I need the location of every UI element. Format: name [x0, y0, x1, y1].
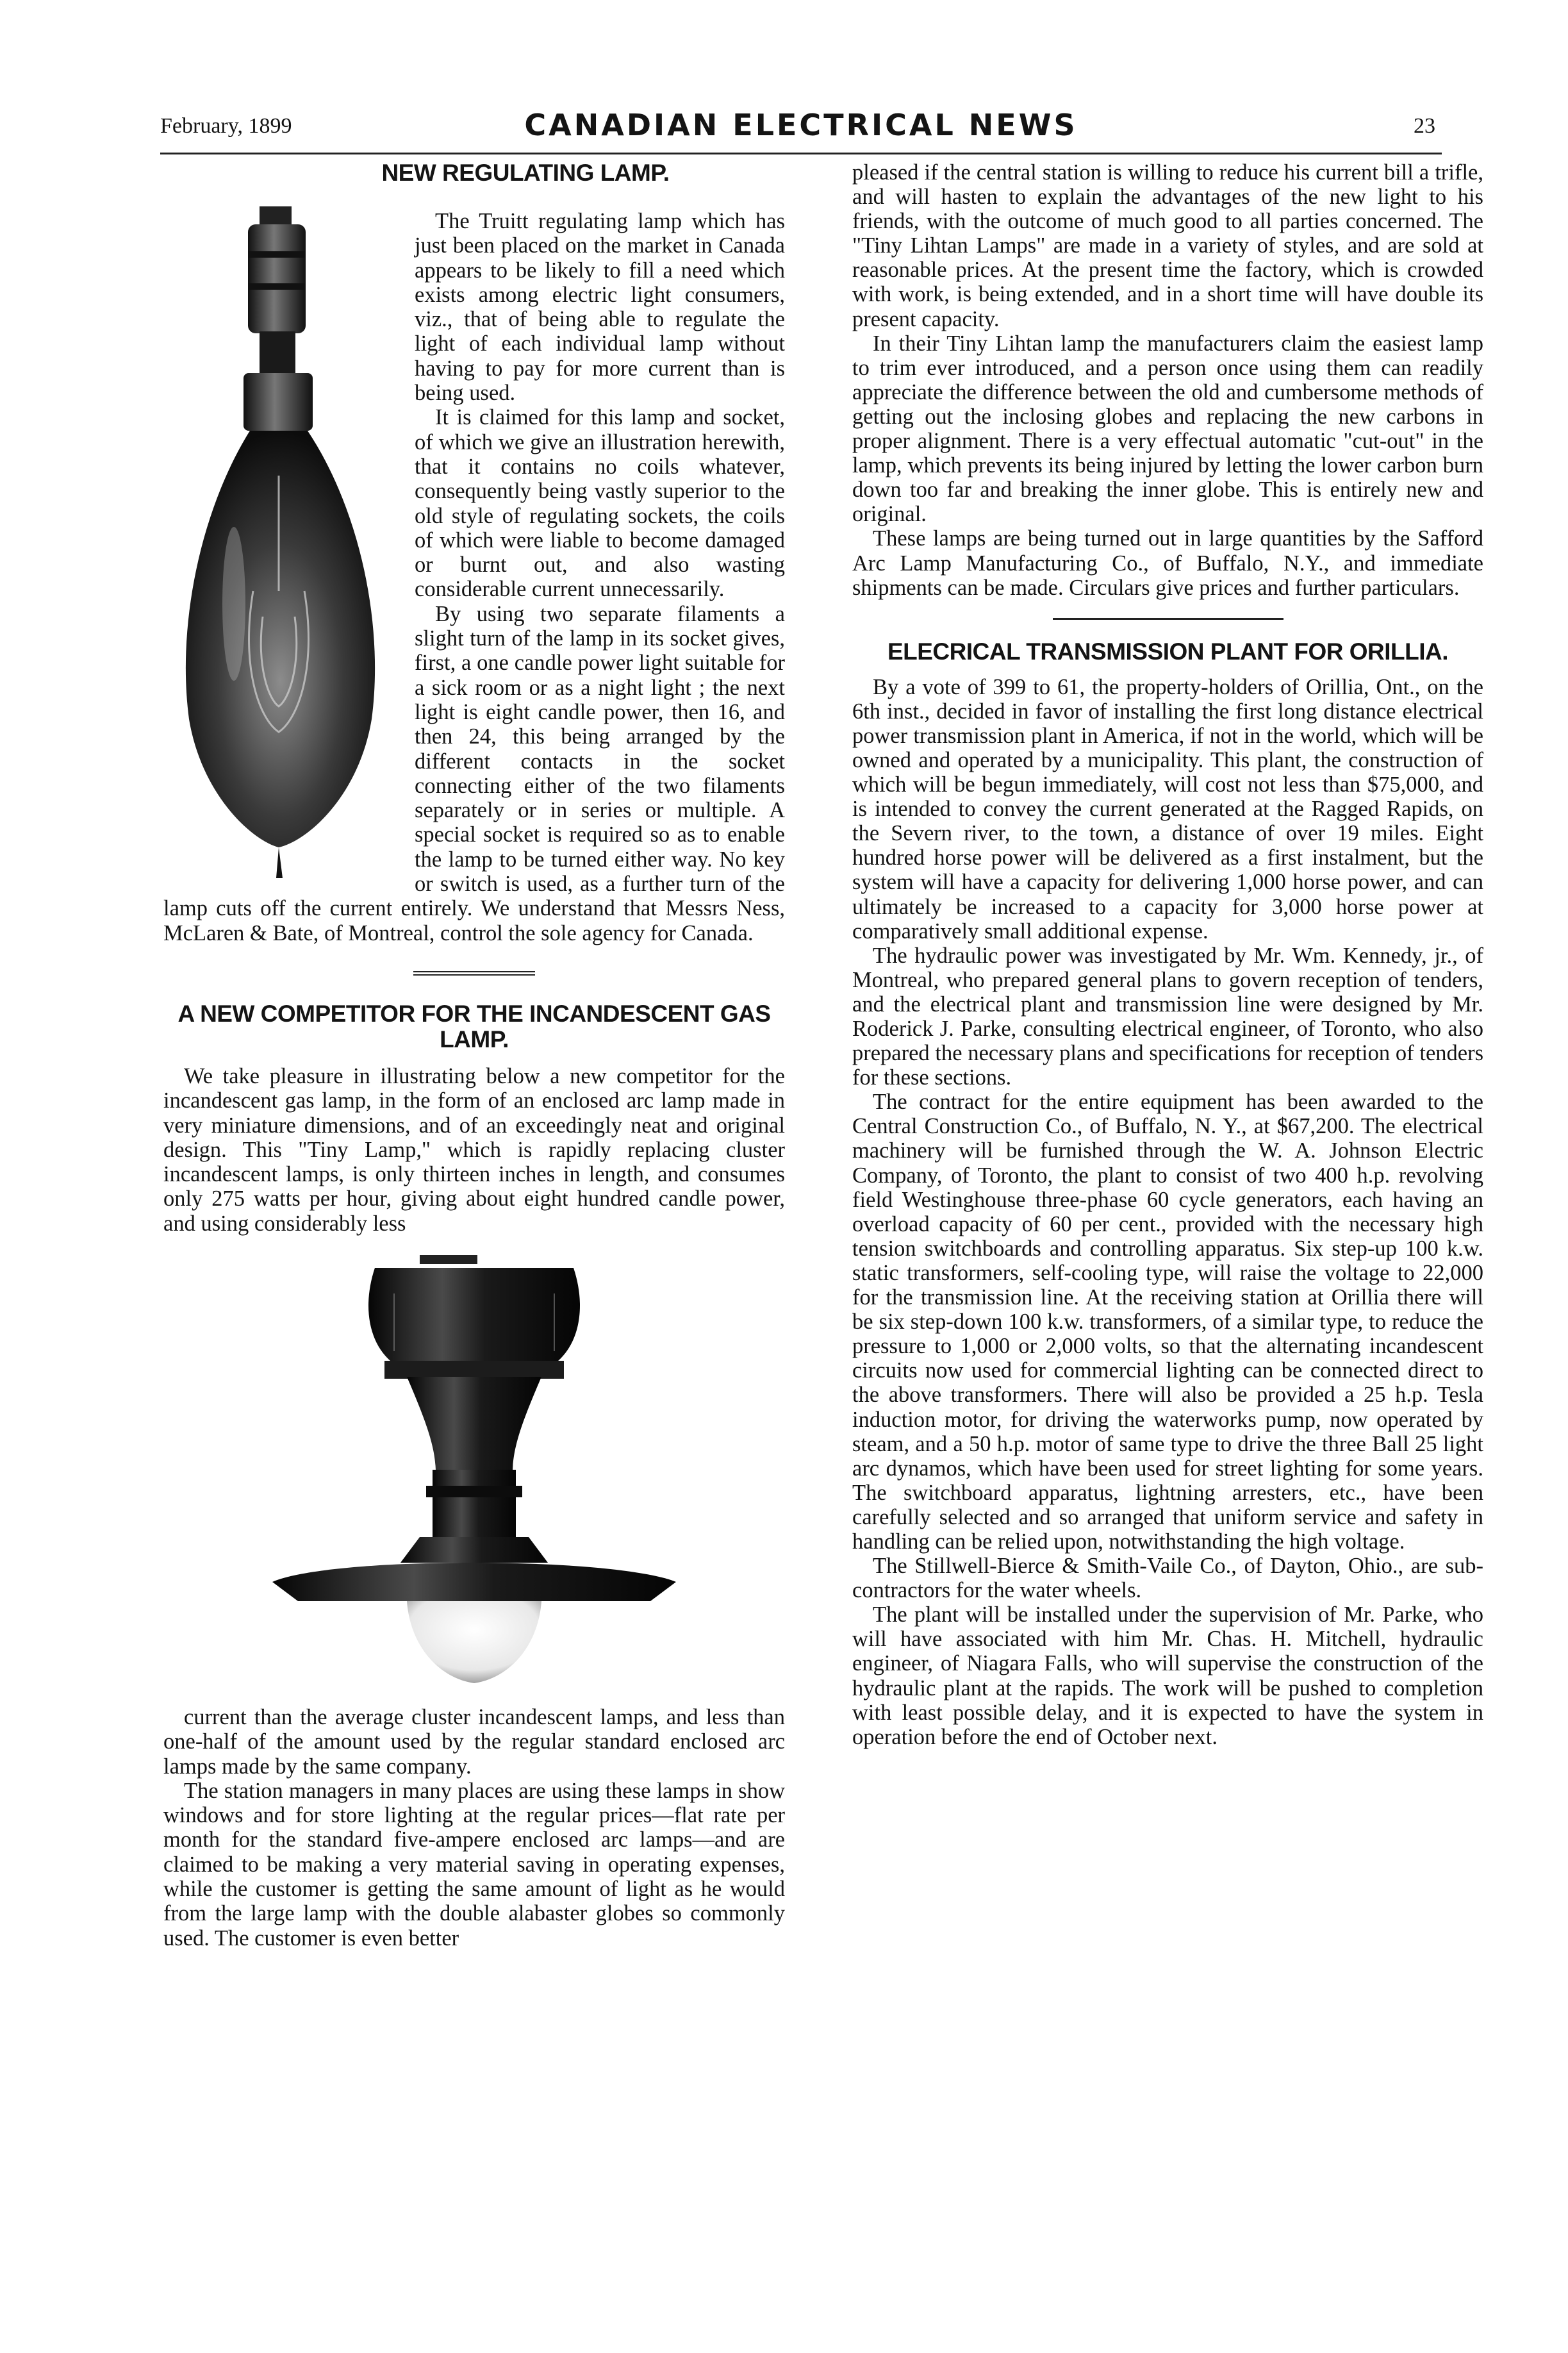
article2-paragraph: These lamps are being turned out in large quantities by the Safford Arc Lamp Manufacturing Co., of Buffalo, N.Y., and immediate shipments can be made. Circulars give prices and further particulars. — [852, 526, 1483, 600]
article3-paragraph: The contract for the entire equipment has been awarded to the Central Construction Co., of Buffalo, N. Y., at $67,200. The electrical machinery will be furnished through the W. A. Johnson Electric Company, of Toronto, the plant to consist of two 400 h.p. revolving field Westinghouse three-phase 60 cycle generators, each having an overload capacity of 60 per cent., provided with the necessary high tension switchboards and controlling apparatus. Six step-up 100 k.w. static transformers, self-cooling type, will raise the voltage to 22,000 for the transmission line. At the receiving station at Orillia there will be six step-down 100 k.w. transformers, of a similar type, to reduce the pressure to 1,000 or 2,000 volts, so that the alternating incandescent circuits now used for commercial lighting can be connected direct to the above transformers. There will also be provided a 25 h.p. Tesla induction motor, for driving the waterworks pump, now operated by steam, and a 50 h.p. motor of same type to drive the three Ball 25 light arc dynamos, which have been used for street lighting for some years. The switchboard apparatus, lightning arresters, etc., have been carefully selected and so arranged that uniform service and safety in handling can be relied upon, notwithstanding the high voltage. — [852, 1090, 1483, 1554]
regulating-lamp-illustration — [163, 206, 400, 886]
issue-date: February, 1899 — [160, 114, 292, 138]
tiny-arc-lamp-illustration — [163, 1255, 785, 1691]
masthead: CANADIAN ELECTRICAL NEWS — [524, 108, 1078, 142]
right-column — [852, 160, 1483, 2327]
article2-paragraph: pleased if the central station is willing to reduce his current bill a trifle, and will hasten to explain the advantages of the new light to his friends, with the outcome of much good to all parties concerned. The "Tiny Lihtan Lamps" are made in a variety of styles, and are sold at reasonable prices. At the present time the factory, which is crowded with work, is being extended, and in a short time will have double its present capacity. — [852, 160, 1483, 331]
article3-paragraph: By a vote of 399 to 61, the property-holders of Orillia, Ont., on the 6th inst., decided in favor of installing the first long distance electrical power transmission plant in America, if not in the world, which will be owned and operated by a municipality. This plant, the construction of which will be begun immediately, will cost not less than $75,000, and is intended to convey the current generated at the Ragged Rapids, on the Severn river, to the town, a distance of over 19 miles. Eight hundred horse power will be delivered as a first instalment, but the system will have a capacity for delivering 1,000 horse power, and can ultimately be increased to a capacity for 3,000 horse power at comparatively small additional expense. — [852, 674, 1483, 944]
left-column — [163, 160, 785, 2327]
article3-paragraph: The Stillwell-Bierce & Smith-Vaile Co., of Dayton, Ohio., are sub-contractors for the water wheels. — [852, 1554, 1483, 1603]
page-header — [160, 108, 1442, 153]
page-number: 23 — [1414, 114, 1435, 138]
article3-paragraph: The plant will be installed under the supervision of Mr. Parke, who will have associated with him Mr. Chas. H. Mitchell, hydraulic engineer, of Niagara Falls, who will supervise the construction of the hydraulic plant at the rapids. The work will be pushed to completion with least possible delay, and it is expected to have the system in operation before the end of October next. — [852, 1602, 1483, 1749]
light-bulb-icon — [163, 206, 400, 886]
article3-paragraph: The hydraulic power was investigated by Mr. Wm. Kennedy, jr., of Montreal, who prepared general plans to govern reception of tenders, and the electrical plant and transmission line were designed by Mr. Roderick J. Parke, consulting electrical engineer, of Toronto, who also prepared the necessary plans and specifications for reception of tenders for these sections. — [852, 943, 1483, 1090]
article1-paragraph: The Truitt regulating lamp which has just been placed on the market in Canada appears to be likely to fill a need which exists among electric light consumers, viz., that of being able to regulate the light of each individual lamp without having to pay for more current than is being used. — [415, 209, 785, 406]
article1-paragraph: It is claimed for this lamp and socket, of which we give an illustration herewith, that it contains no coils whatever, consequently being vastly superior to the old style of regulating sockets, the coils of which were liable to become damaged or burnt out, and also wasting considerable current unnecessarily. — [415, 405, 785, 602]
article2-paragraph: The station managers in many places are using these lamps in show windows and for store lighting at the regular prices—flat rate per month for the standard five-ampere enclosed arc lamps—and are claimed to be making a very material saving in operating expenses, while the customer is getting the same amount of light as he would from the large lamp with the double alabaster globes so commonly used. The customer is even better — [163, 1778, 785, 1950]
article2-paragraph: current than the average cluster incandescent lamps, and less than one-half of the amount used by the regular standard enclosed arc lamps made by the same company. — [163, 1704, 785, 1779]
article2-paragraph: We take pleasure in illustrating below a new competitor for the incandescent gas lamp, in the form of an enclosed arc lamp made in very miniature dimensions, and of an exceedingly neat and original design. This "Tiny Lamp," which is rapidly replacing cluster incandescent lamps, is only thirteen inches in length, and consumes only 275 watts per hour, giving about eight hundred candle power, and using considerably less — [163, 1063, 785, 1236]
article-title-competitor: A NEW COMPETITOR FOR THE INCANDESCENT GAS LAMP. — [177, 1000, 771, 1052]
arc-lamp-icon — [163, 1255, 785, 1691]
article-title-orillia: ELECRICAL TRANSMISSION PLANT FOR ORILLIA. — [887, 638, 1449, 665]
article2-paragraph: In their Tiny Lihtan lamp the manufacturers claim the easiest lamp to trim ever introduced, and a person once using them can readily appreciate the difference between the old and cumbersome methods of getting out the inclosing globes and replacing the new carbons in proper alignment. There is a very effectual automatic "cut-out" in the lamp, which prevents its being injured by letting the lower carbon burn down too far and breaking the inner globe. This is entirely new and original. — [852, 331, 1483, 527]
article-title-regulating-lamp: NEW REGULATING LAMP. — [381, 160, 670, 186]
article1-paragraph: By using two separate filaments a slight turn of the lamp in its socket gives, first, a one candle power light suitable for a sick room or as a night light ; the next light is eight candle power, then 16, and then 24, this being arranged by the different contacts in the socket connecting either of the two filaments separately or in series or multiple. A special socket is required so as to enable the lamp to be turned either way. No key or switch is used, as a further turn of the lamp cuts off the current entirely. We understand that Messrs Ness, McLaren & Bate, of Montreal, control the sole agency for Canada. — [163, 601, 785, 945]
header-rule — [160, 153, 1442, 154]
section-separator — [413, 971, 535, 976]
